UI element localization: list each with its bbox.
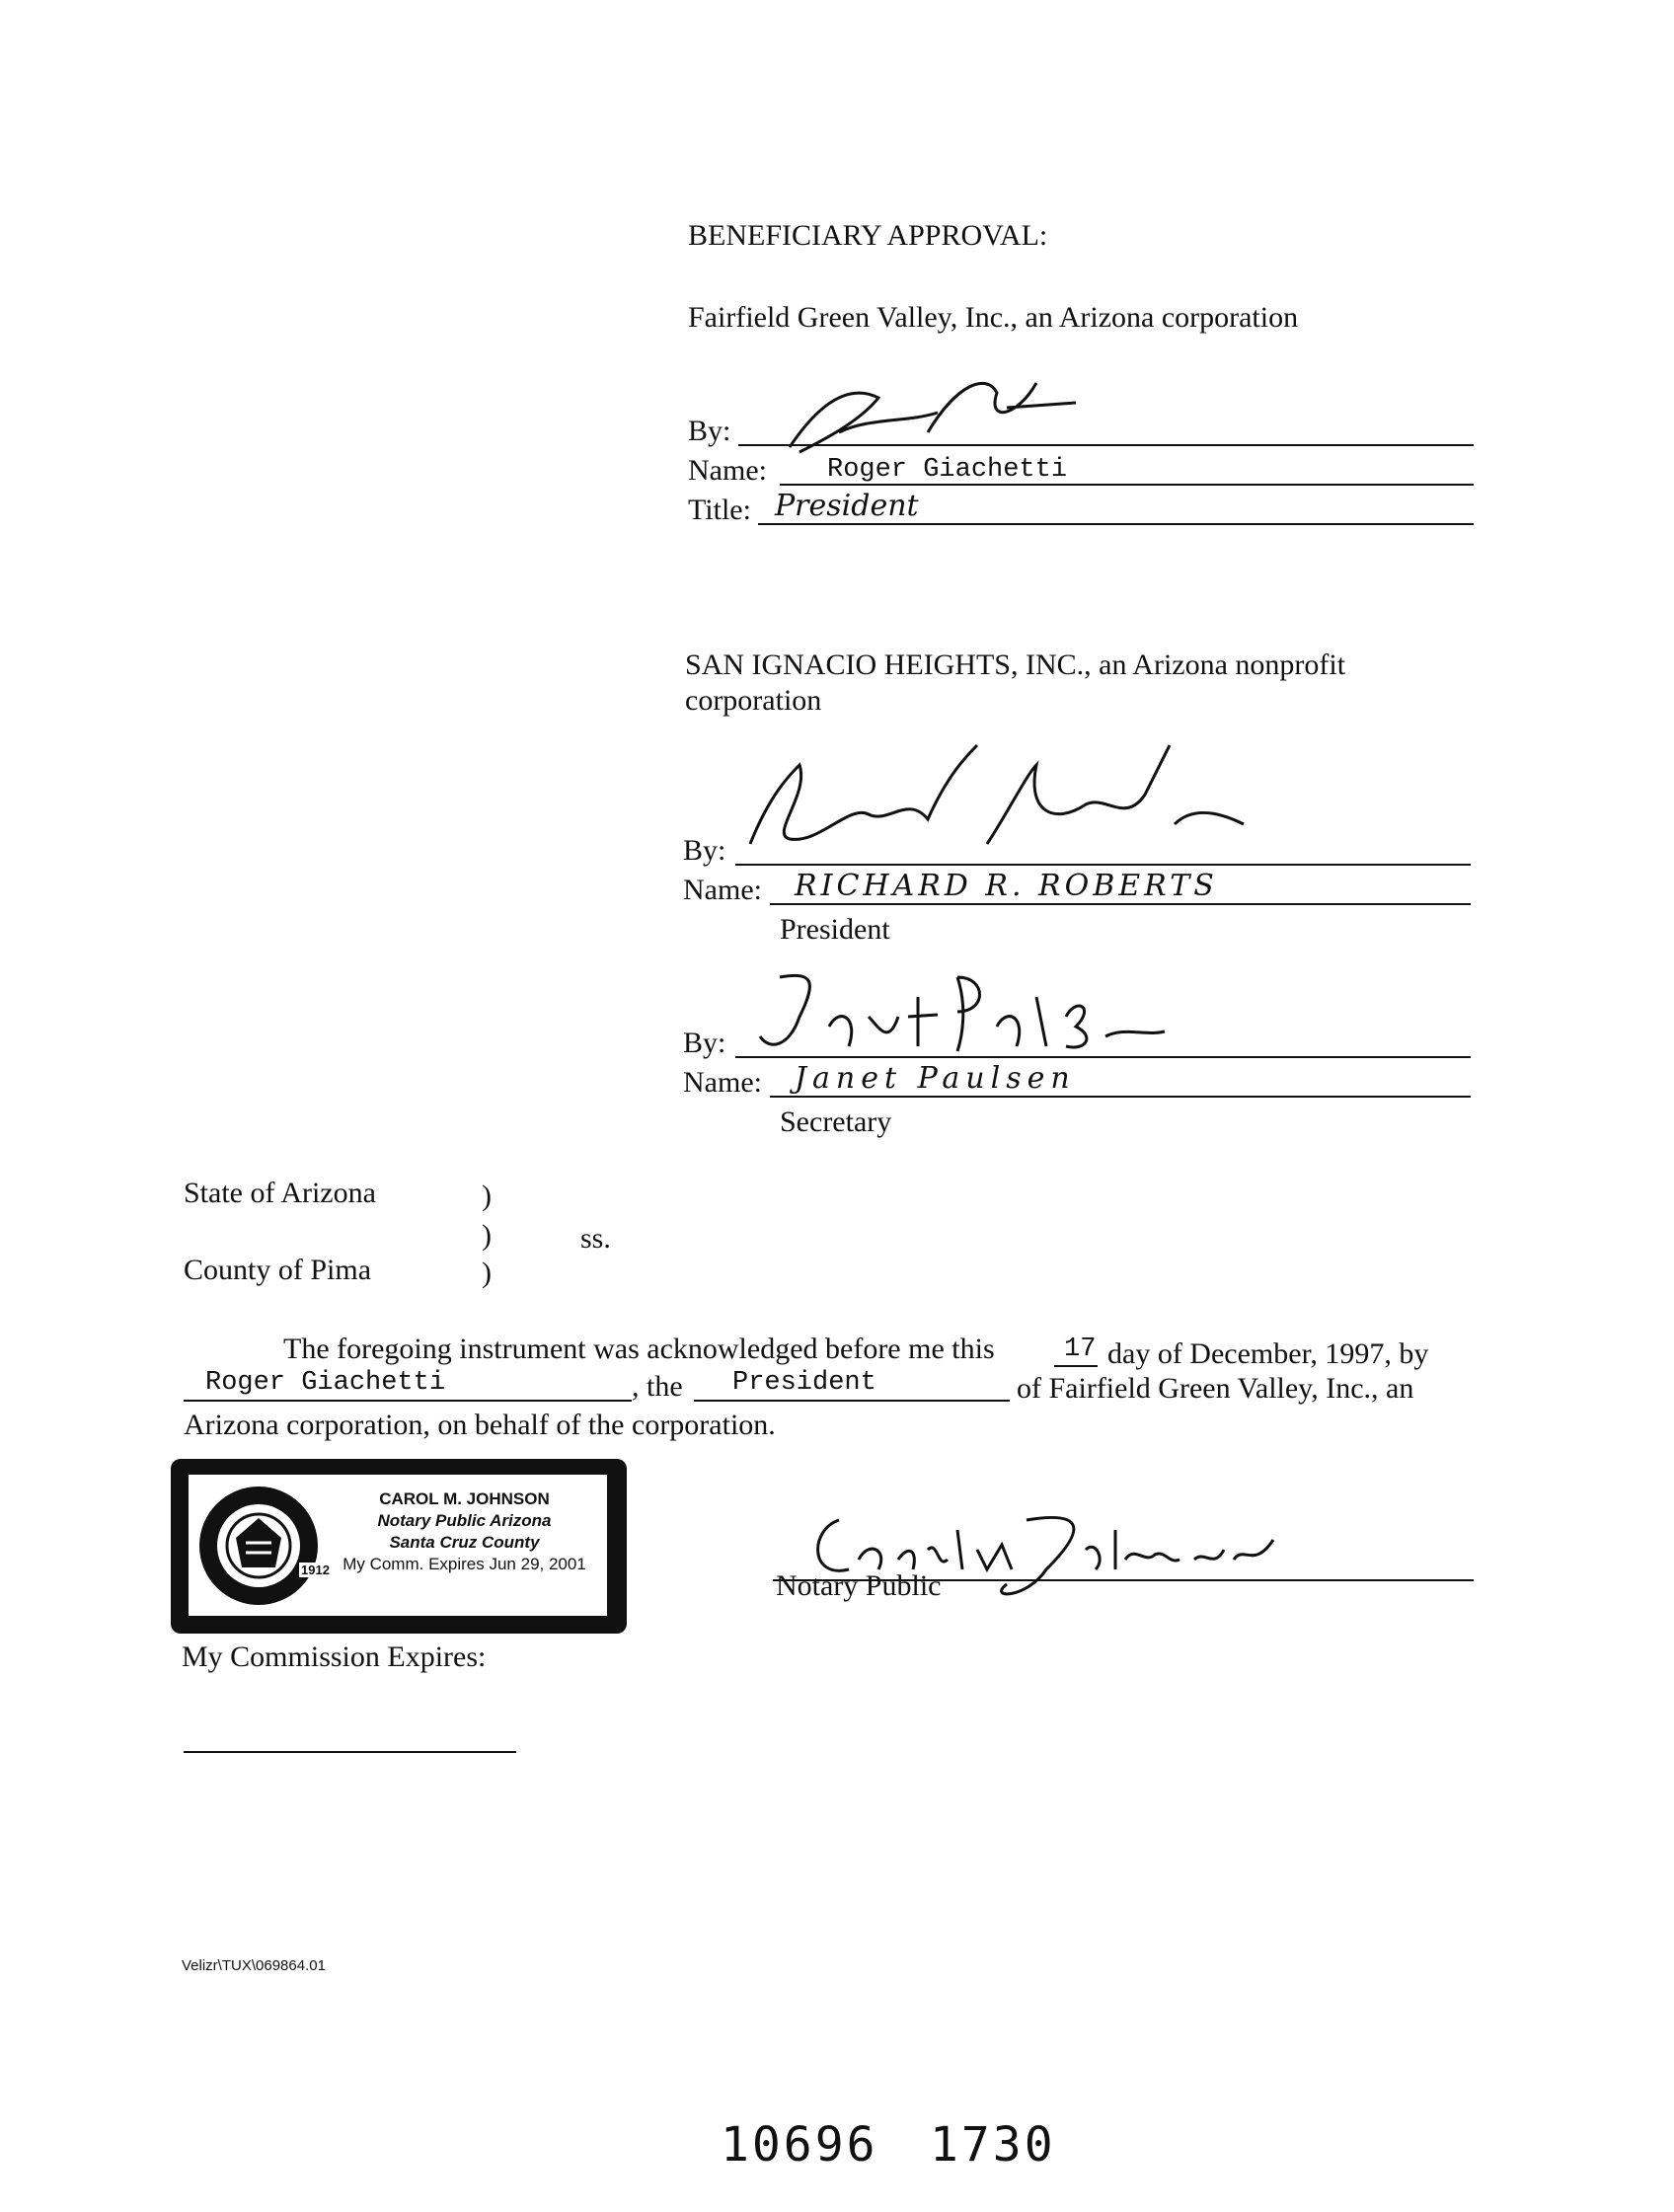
stamp-line3: Santa Cruz County — [389, 1533, 540, 1552]
stamp-year: 1912 — [301, 1563, 330, 1577]
doc-number-a: 10696 — [721, 2117, 878, 2173]
signature-janet-paulsen — [750, 957, 1184, 1066]
venue-paren-2: ) — [482, 1219, 492, 1252]
ack-role-line — [694, 1400, 1010, 1402]
state-seal-icon — [196, 1484, 321, 1608]
venue-state: State of Arizona — [184, 1177, 376, 1209]
stamp-text-block — [319, 1488, 610, 1575]
stamp-line2: Notary Public Arizona — [377, 1511, 552, 1530]
stamp-name: CAROL M. JOHNSON — [379, 1489, 550, 1508]
commission-label: My Commission Expires: — [182, 1640, 487, 1673]
ack-day: 17 — [1064, 1335, 1097, 1364]
notary-stamp — [171, 1459, 627, 1634]
signer1-name-value: RICHARD R. ROBERTS — [795, 869, 1218, 903]
signer2-role: Secretary — [780, 1106, 892, 1138]
approval-title-label: Title: — [688, 494, 751, 526]
venue-ss: ss. — [580, 1222, 611, 1255]
footer-file-id: Velizr\TUX\069864.01 — [182, 1957, 326, 1974]
signer2-name-label: Name: — [683, 1066, 762, 1099]
commission-line — [184, 1751, 516, 1753]
ack-person-line — [184, 1400, 632, 1402]
ack-line1-post: day of December, 1997, by — [1107, 1337, 1429, 1370]
ack-line1-pre: The foregoing instrument was acknowledged before me this — [283, 1333, 995, 1365]
san-ignacio-entity-line1: SAN IGNACIO HEIGHTS, INC., an Arizona nonprofit — [685, 648, 1346, 681]
signer1-name-line — [770, 903, 1471, 905]
signer1-role: President — [780, 913, 890, 946]
san-ignacio-entity-line2: corporation — [685, 684, 822, 717]
approval-title-line — [758, 523, 1474, 525]
ack-the: , the — [632, 1370, 683, 1403]
approval-by-label: By: — [688, 415, 731, 447]
venue-county: County of Pima — [184, 1254, 372, 1286]
approval-name-value: Roger Giachetti — [827, 455, 1068, 485]
approval-entity: Fairfield Green Valley, Inc., an Arizona corporation — [688, 301, 1299, 334]
signer1-by-label: By: — [683, 834, 726, 867]
signature-richard-roberts — [730, 735, 1263, 874]
signer2-by-label: By: — [683, 1027, 726, 1059]
approval-heading: BENEFICIARY APPROVAL: — [688, 219, 1048, 252]
ack-line3: Arizona corporation, on behalf of the corporation. — [184, 1409, 776, 1441]
notary-label: Notary Public — [776, 1569, 942, 1602]
approval-name-label: Name: — [688, 454, 767, 487]
ack-role: President — [732, 1368, 876, 1398]
venue-paren-3: ) — [482, 1257, 492, 1289]
doc-number-b: 1730 — [930, 2117, 1056, 2173]
ack-line2-post: of Fairfield Green Valley, Inc., an — [1017, 1372, 1414, 1405]
signer2-name-value: Janet Paulsen — [795, 1061, 1076, 1096]
venue-paren-1: ) — [482, 1180, 492, 1212]
approval-title-value: President — [775, 489, 919, 523]
stamp-line4: My Comm. Expires Jun 29, 2001 — [342, 1555, 586, 1573]
signer2-name-line — [770, 1096, 1471, 1098]
signer1-name-label: Name: — [683, 874, 762, 906]
ack-person: Roger Giachetti — [205, 1368, 446, 1398]
ack-day-line — [1054, 1365, 1098, 1367]
